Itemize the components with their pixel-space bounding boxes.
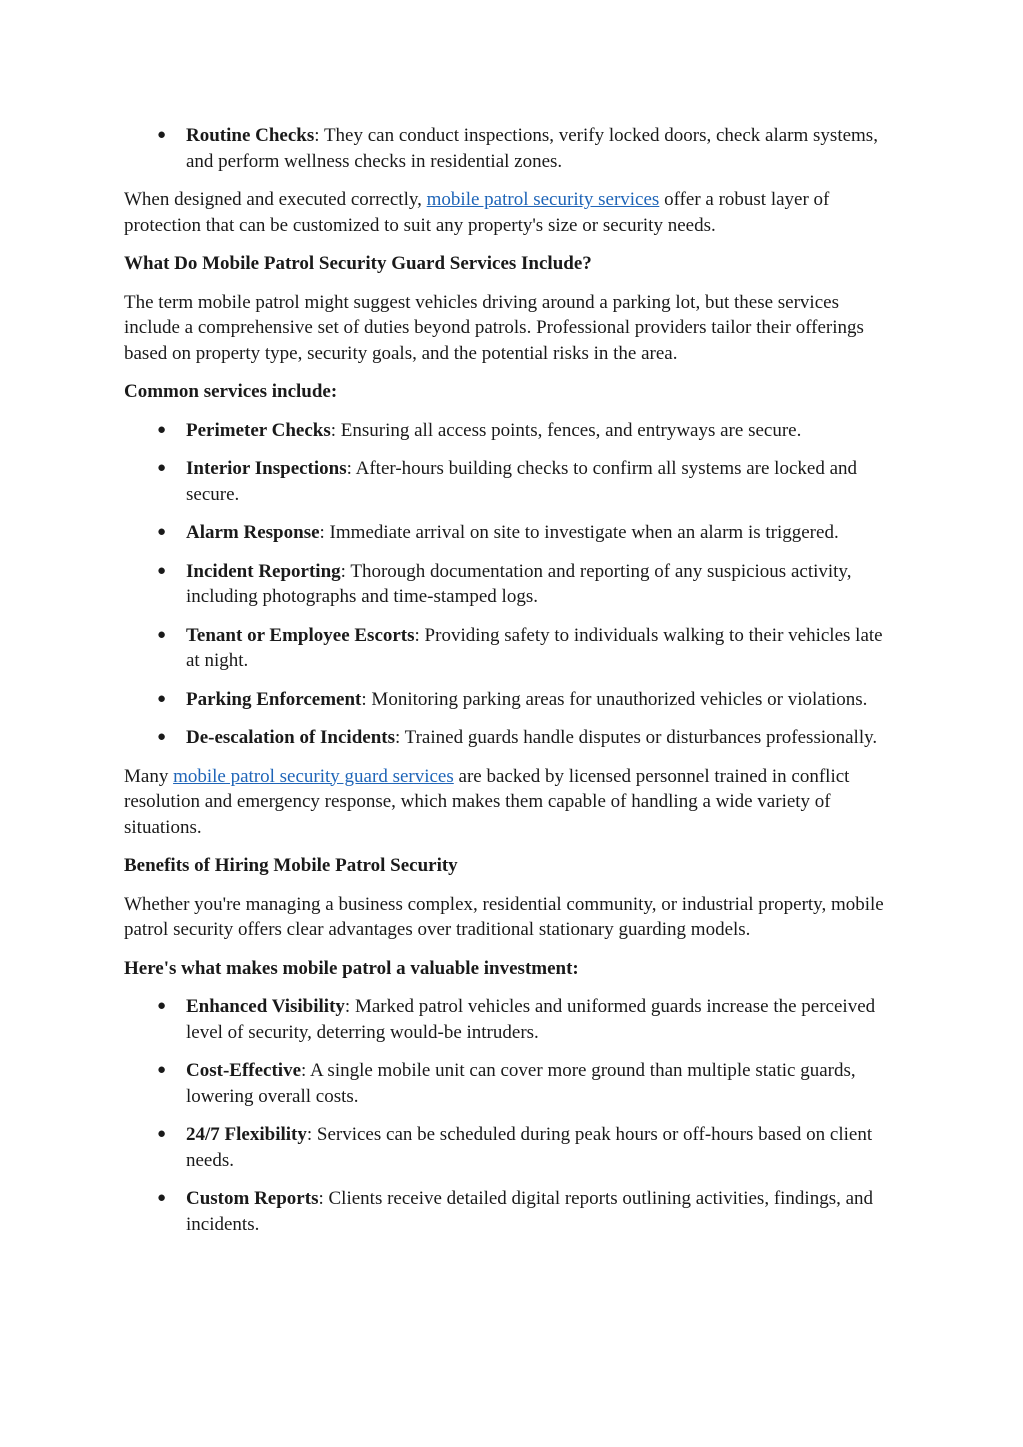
- list-item-term: Cost-Effective: [186, 1060, 302, 1081]
- section-heading-common-services: Common services include:: [124, 381, 338, 402]
- bullet-icon: ●: [157, 690, 167, 707]
- bullet-icon: ●: [157, 1190, 167, 1206]
- list-item: [124, 418, 899, 444]
- bullet-icon: ●: [157, 562, 167, 579]
- list-item-term: Incident Reporting: [186, 560, 341, 582]
- list-item-desc: : A single mobile unit can cover more ground than multiple static guards, lowering overall costs.: [186, 1060, 856, 1107]
- list-item-term: Alarm Response: [186, 522, 320, 543]
- paragraph-benefits-intro: Whether you're managing a business complex, residential community, or industrial property, mobile patrol security offers clear advantages over traditional stationary guarding models.: [124, 893, 884, 940]
- bullet-icon: ●: [157, 127, 167, 143]
- list-item-desc: : After-hours building checks to confirm all systems are locked and secure.: [186, 458, 858, 505]
- list-item: [124, 559, 899, 610]
- list-item: [124, 520, 899, 546]
- bullet-icon: ●: [157, 524, 167, 540]
- bullet-icon: ●: [157, 1126, 167, 1142]
- list-item-term: De-escalation of Incidents: [186, 727, 395, 748]
- list-item: [124, 994, 899, 1045]
- bullet-icon: ●: [157, 626, 167, 643]
- list-item-desc: : Monitoring parking areas for unauthorized vehicles or violations.: [361, 688, 868, 710]
- section-heading-valuable-investment: Here's what makes mobile patrol a valuable investment:: [124, 957, 579, 979]
- paragraph-text: Many: [124, 765, 174, 787]
- mobile-patrol-security-guard-services-link[interactable]: mobile patrol security guard services: [173, 765, 454, 787]
- list-item-desc: : Providing safety to individuals walking to their vehicles late at night.: [186, 624, 883, 671]
- bullet-icon: ●: [157, 421, 167, 438]
- list-item-term: Tenant or Employee Escorts: [186, 624, 415, 646]
- list-item: [124, 1186, 899, 1237]
- list-item-term: Custom Reports: [186, 1188, 319, 1209]
- list-item: [124, 456, 899, 507]
- list-item-term: Interior Inspections: [186, 458, 347, 479]
- paragraph-licensed-personnel: [124, 764, 899, 841]
- mobile-patrol-security-services-link[interactable]: mobile patrol security services: [426, 189, 660, 210]
- list-item-desc: : Clients receive detailed digital reports outlining activities, findings, and incidents.: [186, 1188, 874, 1235]
- paragraph-text: When designed and executed correctly,: [124, 189, 427, 210]
- bullet-icon: ●: [157, 1062, 167, 1078]
- list-item: [124, 623, 899, 674]
- document-page: [124, 123, 899, 1250]
- list-item-desc: : Thorough documentation and reporting of any suspicious activity, including photographs and time-stamped logs.: [186, 560, 852, 607]
- section-heading-benefits: Benefits of Hiring Mobile Patrol Security: [124, 855, 458, 876]
- paragraph-patrol-services: [124, 187, 899, 238]
- list-item-desc: : They can conduct inspections, verify locked doors, check alarm systems, and perform wellness checks in residential zones.: [186, 125, 878, 172]
- paragraph-term-mobile-patrol: The term mobile patrol might suggest vehicles driving around a parking lot, but these services include a comprehensive set of duties beyond patrols. Professional providers tailor their offerings based on property type, security goals, and the potential risks in the area.: [124, 291, 864, 364]
- list-item-desc: : Services can be scheduled during peak hours or off-hours based on client needs.: [186, 1124, 873, 1171]
- intro-list: [124, 123, 899, 174]
- list-item: [124, 687, 899, 713]
- list-item-term: Enhanced Visibility: [186, 996, 345, 1017]
- list-item-desc: : Marked patrol vehicles and uniformed guards increase the perceived level of security, deterring would-be intruders.: [186, 996, 876, 1043]
- paragraph-text: offer a robust layer of protection that can be customized to suit any property's size or security needs.: [124, 189, 830, 236]
- bullet-icon: ●: [157, 729, 167, 745]
- bullet-icon: ●: [157, 998, 167, 1014]
- list-item: [124, 725, 899, 751]
- paragraph-text: are backed by licensed personnel trained in conflict resolution and emergency response, which makes them capable of handling a wide variety of situations.: [124, 765, 850, 838]
- list-item-term: Parking Enforcement: [186, 688, 362, 710]
- bullet-icon: ●: [157, 460, 167, 476]
- list-item-desc: : Immediate arrival on site to investigate when an alarm is triggered.: [319, 522, 839, 543]
- list-item: [124, 1058, 899, 1109]
- section-heading-services-include: What Do Mobile Patrol Security Guard Services Include?: [124, 253, 592, 274]
- list-item-desc: : Trained guards handle disputes or disturbances professionally.: [394, 727, 878, 748]
- list-item: [124, 1122, 899, 1173]
- list-item-term: Routine Checks: [186, 125, 315, 146]
- list-item: [124, 123, 899, 174]
- benefits-list: [124, 994, 899, 1237]
- list-item-term: 24/7 Flexibility: [186, 1124, 307, 1145]
- services-list: [124, 418, 899, 751]
- list-item-term: Perimeter Checks: [186, 419, 331, 441]
- list-item-desc: : Ensuring all access points, fences, and entryways are secure.: [330, 419, 802, 441]
